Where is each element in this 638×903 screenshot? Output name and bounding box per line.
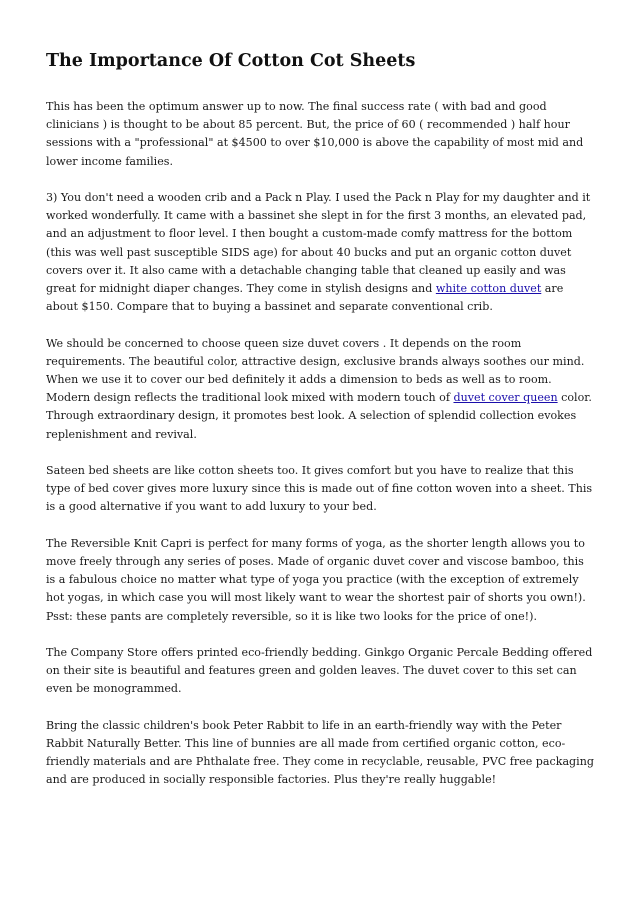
page-title: The Importance Of Cotton Cot Sheets [46, 51, 416, 71]
paragraph-7: Bring the classic children's book Peter Rabbit to life in an earth-friendly way with the Peter Rabbit Naturally Better. This line of bunnies are all made from certified organic cotton, eco-friendly materials and are Phthalate free. They come in recyclable, reusable, PVC free packaging and are produced in socially responsible factories. Plus they're really huggable! [46, 718, 594, 787]
paragraph-2-text-after: are about $150. Compare that to buying a bassinet and separate conventional crib. [46, 282, 564, 314]
paragraph-3-text-after: color. Through extraordinary design, it promotes best look. A selection of splendid collection evokes replenishment and revival. [46, 391, 592, 441]
document-page [46, 50, 594, 808]
paragraph-2-text-before: 3) You don't need a wooden crib and a Pack n Play. I used the Pack n Play for my daughter and it worked wonderfully. It came with a bassinet she slept in for the first 3 months, an elevated pad, and an adjustment to floor level. I then bought a custom-made comfy mattress for the bottom (this was well past susceptible SIDS age) for about 40 bucks and put an organic cotton duvet covers over it. It also came with a detachable changing table that cleaned up easily and was great for midnight diaper changes. They come in stylish designs and [46, 191, 591, 296]
white-cotton-duvet-link[interactable]: white cotton duvet [435, 282, 542, 296]
paragraph-1: This has been the optimum answer up to now. The final success rate ( with bad and good clinicians ) is thought to be about 85 percent. But, the price of 60 ( recommended ) half hour sessions with a "professional" at $4500 to over $10,000 is above the capability of most mid and lower income families. [46, 100, 584, 168]
paragraph-5: The Reversible Knit Capri is perfect for many forms of yoga, as the shorter length allows you to move freely through any series of poses. Made of organic duvet cover and viscose bamboo, this is a fabulous choice no matter what type of yoga you practice (with the exception of extremely hot yogas, in which case you will most likely want to wear the shortest pair of shorts you own!). Psst: these pants are completely reversible, so it is like two looks for the price of one!). [46, 536, 586, 623]
paragraph-3-text-before: We should be concerned to choose queen size duvet covers . It depends on the room requirements. The beautiful color, attractive design, exclusive brands always soothes our mind. When we use it to cover our bed definitely it adds a dimension to beds as well as to room. Modern design reflects the traditional look mixed with modern touch of [46, 336, 585, 405]
paragraph-2 [46, 189, 594, 316]
paragraph-3 [46, 335, 594, 444]
duvet-cover-queen-link[interactable]: duvet cover queen [453, 391, 558, 405]
paragraph-6: The Company Store offers printed eco-friendly bedding. Ginkgo Organic Percale Bedding offered on their site is beautiful and features green and golden leaves. The duvet cover to this set can even be monogrammed. [46, 646, 593, 696]
paragraph-4: Sateen bed sheets are like cotton sheets too. It gives comfort but you have to realize that this type of bed cover gives more luxury since this is made out of fine cotton woven into a sheet. This is a good alternative if you want to add luxury to your bed. [46, 464, 593, 514]
